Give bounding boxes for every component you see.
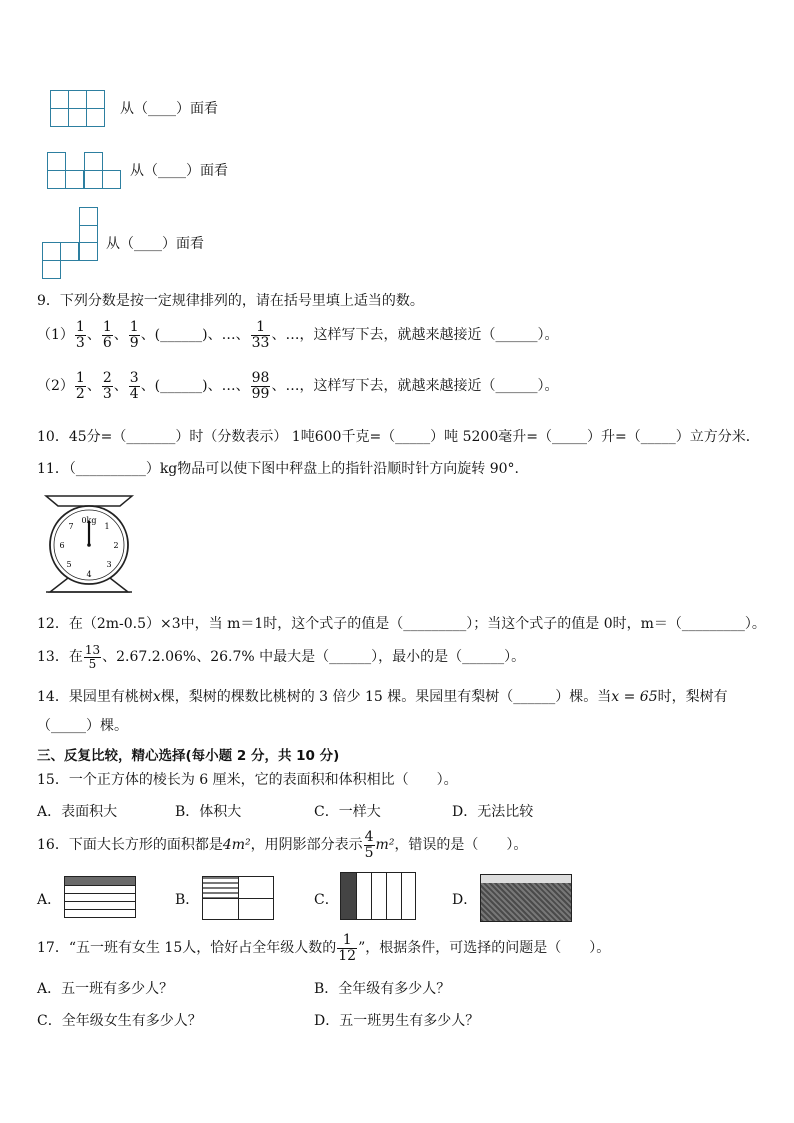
q16-option-c-figure[interactable] [340, 872, 416, 920]
fraction: $\frac{1}{12}$ [338, 931, 357, 964]
scale-mark: 2 [113, 541, 119, 550]
view-figure-3 [42, 207, 100, 279]
scale-mark: 1 [104, 522, 110, 531]
fraction: $\frac{3}{4}$ [129, 369, 139, 402]
fraction: $\frac{1}{3}$ [75, 318, 85, 351]
view-caption-3: 从（____）面看 [106, 236, 204, 252]
q10: 10．45分=（_______）时（分数表示） 1吨600千克=（_____）吨 5200毫升=（_____）升=（_____）立方分米． [37, 429, 760, 445]
fraction: $\frac{2}{3}$ [102, 369, 112, 402]
scale-mark: 3 [106, 560, 112, 569]
view-figure-1 [50, 90, 106, 126]
fraction: $\frac{1}{6}$ [102, 318, 112, 351]
q17-option-a[interactable]: A．五一班有多少人？ [37, 981, 174, 997]
fraction: $\frac{98}{99}$ [251, 369, 270, 402]
q16-option-d-label[interactable]: D． [452, 892, 478, 908]
scale-mark: 6 [59, 541, 65, 550]
view-caption-1: 从（____）面看 [120, 101, 218, 117]
q15-stem: 15．一个正方体的棱长为 6 厘米，它的表面积和体积相比（ ）。 [37, 772, 458, 788]
fraction: $\frac{1}{9}$ [129, 318, 139, 351]
q15-option-a[interactable]: A．表面积大 [37, 804, 118, 820]
view-figure-2 [47, 152, 123, 188]
fraction: $\frac{1}{33}$ [251, 318, 270, 351]
view-caption-2: 从（____）面看 [130, 163, 228, 179]
q15-option-b[interactable]: B．体积大 [175, 804, 242, 820]
section-heading: 三、反复比较，精心选择(每小题 2 分，共 10 分) [37, 748, 340, 764]
q14-line2: （_____）棵。 [37, 718, 128, 734]
q15-option-d[interactable]: D．无法比较 [452, 804, 534, 820]
scale-center-label: 0kg [81, 516, 97, 525]
q17-option-c[interactable]: C．全年级女生有多少人？ [37, 1013, 202, 1029]
scale-mark: 7 [68, 522, 74, 531]
q16-stem: 16．下面大长方形的面积都是4m²，用阴影部分表示 $\frac{4}{5}$ m²，错误的是（ ）。 [37, 828, 528, 861]
q17-stem: 17．“五一班有女生 15人，恰好占全年级人数的 $\frac{1}{12}$ ”，根据条件，可选择的问题是（ ）。 [37, 931, 611, 964]
q17-option-b[interactable]: B．全年级有多少人？ [314, 981, 451, 997]
q9-part1: （1） $\frac{1}{3}$ 、 $\frac{1}{6}$ 、 $\frac{1}{9}$ 、(______)、…、 $\frac{1}{33}$ 、…，这样写下去，就越来越接近（______）。 [37, 318, 559, 351]
scale-mark: 4 [86, 570, 92, 579]
q16-option-a-figure[interactable] [64, 876, 136, 918]
q16-option-a-label[interactable]: A． [37, 892, 62, 908]
q16-option-b-label[interactable]: B． [175, 892, 200, 908]
fraction: $\frac{13}{5}$ [84, 642, 101, 671]
q16-option-d-figure[interactable] [480, 874, 572, 922]
fraction: $\frac{1}{2}$ [75, 369, 85, 402]
scale-figure [40, 488, 138, 596]
q16-option-c-label[interactable]: C． [314, 892, 339, 908]
q15-option-c[interactable]: C．一样大 [314, 804, 381, 820]
q14-line1: 14．果园里有桃树x棵，梨树的棵数比桃树的 3 倍少 15 棵。果园里有梨树（______）棵。当x = 65时，梨树有 [37, 689, 728, 705]
q9-part2: （2） $\frac{1}{2}$ 、 $\frac{2}{3}$ 、 $\frac{3}{4}$ 、(______)、…、 $\frac{98}{99}$ 、…，这样写下去，就越来越接近（______）。 [37, 369, 559, 402]
scale-mark: 5 [66, 560, 72, 569]
fraction: $\frac{4}{5}$ [364, 828, 374, 861]
q13: 13．在 $\frac{13}{5}$ 、2.67.2.06%、26.7% 中最大是（______），最小的是（______）。 [37, 642, 526, 671]
q17-option-d[interactable]: D．五一班男生有多少人？ [314, 1013, 480, 1029]
q16-option-b-figure[interactable] [202, 876, 274, 920]
q11: 11．（__________）kg物品可以使下图中秤盘上的指针沿顺时针方向旋转 90°. [37, 461, 519, 477]
q12: 12．在（2m-0.5）×3中，当 m＝1时，这个式子的值是（_________）；当这个式子的值是 0时，m＝（_________）。 [37, 616, 766, 632]
q9-stem: 9．下列分数是按一定规律排列的，请在括号里填上适当的数。 [37, 293, 424, 309]
